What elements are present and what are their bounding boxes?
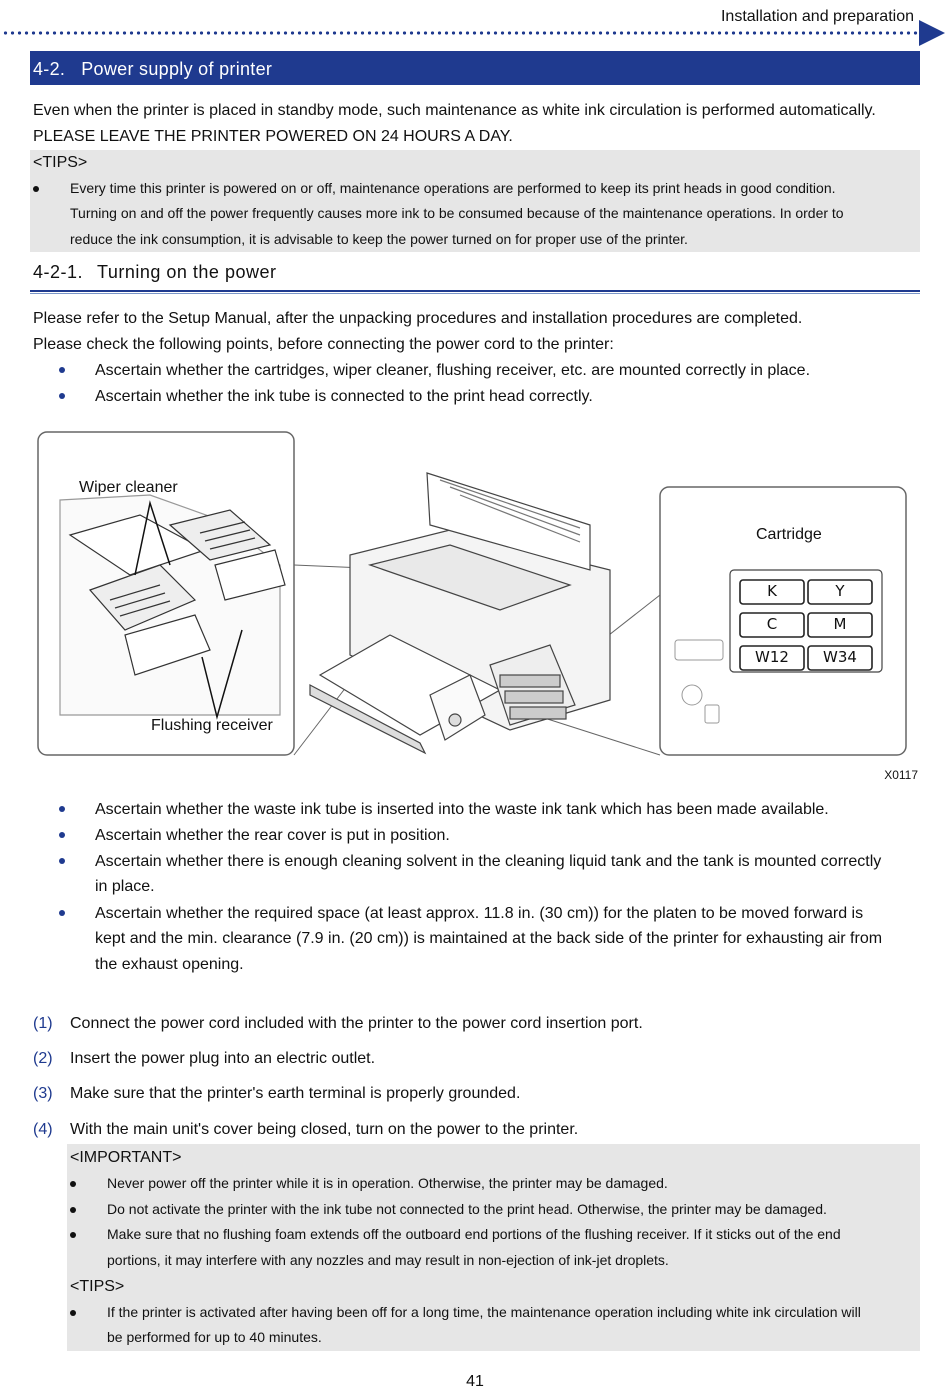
tips-heading: <TIPS> bbox=[33, 154, 88, 171]
cartridge-label: Cartridge bbox=[756, 526, 822, 543]
important-item: Make sure that no flushing foam extends off the outboard end portions of the flushing receiver. If it sticks out of the end bbox=[107, 1226, 841, 1242]
running-header: Installation and preparation bbox=[720, 8, 914, 25]
step-text: Insert the power plug into an electric outlet. bbox=[70, 1050, 376, 1067]
step-number: (4) bbox=[33, 1121, 53, 1138]
check-item: Ascertain whether the cartridges, wiper cleaner, flushing receiver, etc. are mounted correctly in place. bbox=[95, 362, 811, 379]
subsection-title: Turning on the power bbox=[97, 262, 277, 282]
cartridge-slot-c: C bbox=[766, 615, 778, 633]
cartridge-slot-w12: W12 bbox=[755, 648, 789, 666]
subsection-rule-thin bbox=[30, 293, 920, 294]
important-item: Do not activate the printer with the ink tube not connected to the print head. Otherwise, the printer may be damaged. bbox=[107, 1201, 827, 1217]
check-item: Ascertain whether the waste ink tube is inserted into the waste ink tank which has been made available. bbox=[95, 801, 829, 818]
wiper-cleaner-label: Wiper cleaner bbox=[79, 479, 178, 496]
check-item: Ascertain whether the required space (at least approx. 11.8 in. (30 cm)) for the platen to be moved forward is bbox=[95, 905, 864, 922]
check-item-continued: kept and the min. clearance (7.9 in. (20 cm)) is maintained at the back side of the printer for exhausting air from bbox=[95, 930, 883, 947]
figure-id: X0117 bbox=[884, 768, 918, 782]
check-item-continued: in place. bbox=[95, 878, 155, 895]
printer-figure bbox=[30, 425, 920, 765]
cartridge-slot-m: M bbox=[833, 615, 847, 633]
important-item: Never power off the printer while it is in operation. Otherwise, the printer may be damaged. bbox=[107, 1175, 668, 1191]
bullet-icon bbox=[59, 832, 65, 838]
bullet-icon bbox=[59, 393, 65, 399]
section-title: Power supply of printer bbox=[81, 59, 273, 79]
tips-line-1: Every time this printer is powered on or off, maintenance operations are performed to keep its print heads in good condition. bbox=[70, 180, 836, 196]
cartridge-slot-k: K bbox=[767, 582, 777, 600]
subsection-number: 4-2-1. bbox=[33, 262, 84, 282]
step-text: With the main unit's cover being closed, turn on the power to the printer. bbox=[70, 1121, 579, 1138]
check-item: Ascertain whether there is enough cleaning solvent in the cleaning liquid tank and the tank is mounted correctly bbox=[95, 853, 882, 870]
step-number: (3) bbox=[33, 1085, 53, 1102]
bullet-icon bbox=[70, 1310, 76, 1316]
tips-item-continued: be performed for up to 40 minutes. bbox=[107, 1329, 322, 1345]
check-item: Ascertain whether the rear cover is put in position. bbox=[95, 827, 450, 844]
header-dotted-rule bbox=[2, 31, 920, 35]
bullet-icon bbox=[33, 186, 39, 192]
step-number: (1) bbox=[33, 1015, 53, 1032]
intro-line-2: PLEASE LEAVE THE PRINTER POWERED ON 24 HOURS A DAY. bbox=[33, 128, 513, 145]
section-heading bbox=[30, 51, 920, 85]
step-text: Connect the power cord included with the printer to the power cord insertion port. bbox=[70, 1015, 643, 1032]
flushing-receiver-label: Flushing receiver bbox=[151, 717, 273, 734]
para-line-2: Please check the following points, before connecting the power cord to the printer: bbox=[33, 336, 614, 353]
tips-item: If the printer is activated after having been off for a long time, the maintenance operation including white ink circulation will bbox=[107, 1304, 861, 1320]
bullet-icon bbox=[70, 1232, 76, 1238]
cartridge-slot-w34: W34 bbox=[823, 648, 857, 666]
bullet-icon bbox=[59, 910, 65, 916]
subsection-rule bbox=[30, 290, 920, 292]
important-heading: <IMPORTANT> bbox=[70, 1149, 182, 1166]
page-number: 41 bbox=[466, 1373, 484, 1390]
bullet-icon bbox=[59, 806, 65, 812]
header-arrow-icon bbox=[919, 20, 945, 46]
important-item-continued: portions, it may interfere with any nozzles and may result in non-ejection of ink-jet droplets. bbox=[107, 1252, 669, 1268]
intro-line-1: Even when the printer is placed in standby mode, such maintenance as white ink circulation is performed automatically. bbox=[33, 102, 876, 119]
tips-heading: <TIPS> bbox=[70, 1278, 125, 1295]
check-item-continued: the exhaust opening. bbox=[95, 956, 244, 973]
step-number: (2) bbox=[33, 1050, 53, 1067]
cartridge-slot-y: Y bbox=[835, 582, 845, 600]
step-text: Make sure that the printer's earth terminal is properly grounded. bbox=[70, 1085, 521, 1102]
tips-line-2: Turning on and off the power frequently causes more ink to be consumed because of the maintenance operations. In order to bbox=[70, 205, 844, 221]
bullet-icon bbox=[59, 367, 65, 373]
tips-line-3: reduce the ink consumption, it is advisable to keep the power turned on for proper use of the printer. bbox=[70, 231, 688, 247]
subsection-heading bbox=[33, 262, 276, 283]
para-line-1: Please refer to the Setup Manual, after the unpacking procedures and installation procedures are completed. bbox=[33, 310, 803, 327]
check-item: Ascertain whether the ink tube is connected to the print head correctly. bbox=[95, 388, 593, 405]
bullet-icon bbox=[70, 1207, 76, 1213]
section-number: 4-2. bbox=[33, 59, 66, 79]
bullet-icon bbox=[70, 1181, 76, 1187]
bullet-icon bbox=[59, 858, 65, 864]
